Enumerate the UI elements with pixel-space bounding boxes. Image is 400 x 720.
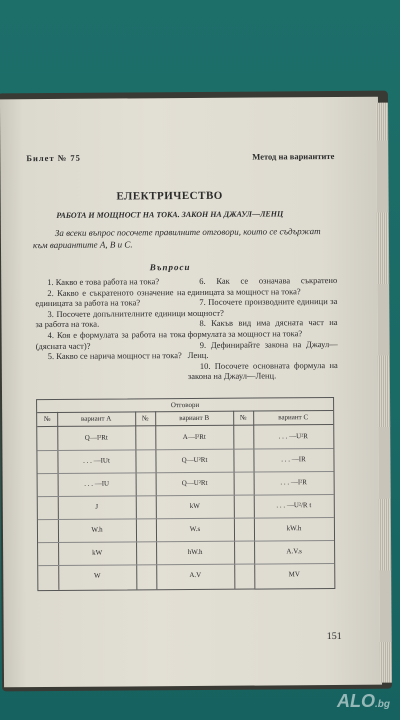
question-1: 1. Какво е това работа на тока? <box>47 276 160 288</box>
questions-heading: Въпроси <box>149 262 191 273</box>
answer-cell: . . . —U²R <box>278 432 308 441</box>
question-8: 8. Какъв вид има дясната част на формулата за мощност на тока? <box>187 317 338 339</box>
num-header-c: № <box>233 411 253 426</box>
answer-cell: kW.h <box>286 524 302 533</box>
page-title: ЕЛЕКТРИЧЕСТВО <box>116 189 223 203</box>
table-divider <box>233 411 235 589</box>
question-10: 10. Посочете основната формула на закона на Джаул—Ленц. <box>187 359 338 382</box>
col-header-c: вариант С <box>253 410 333 426</box>
answers-caption: Отговори <box>37 398 333 413</box>
page-number: 151 <box>326 630 342 643</box>
row-divider <box>38 494 334 497</box>
row-divider <box>37 448 333 451</box>
answer-cell: A.V.s <box>286 547 302 556</box>
answer-cell: . . . —IR <box>281 455 306 464</box>
answer-cell: . . . —I²R <box>280 478 307 487</box>
answer-cell: MV <box>288 570 300 579</box>
table-divider <box>135 411 137 589</box>
answer-cell: W <box>93 571 101 580</box>
section-header: Метод на вариантите <box>252 150 335 162</box>
answer-cell: Q—I²Rt <box>84 433 108 442</box>
row-divider <box>38 563 334 566</box>
answer-cell: J <box>95 502 99 511</box>
num-header-a: № <box>37 412 57 427</box>
question-7: 7. Посочете производните единици за мощност? <box>187 296 338 318</box>
answers-table <box>36 397 335 591</box>
question-3: 3. Посочете допълнителните единици за работа на тока. <box>35 307 186 330</box>
watermark-logo: ALO.bg <box>337 691 390 711</box>
question-2: 2. Какво е съкратеното означение на единицата за работа на тока? <box>35 286 186 309</box>
book-page <box>0 97 382 688</box>
answer-cell: A.V <box>189 570 202 580</box>
questions-left-column <box>35 276 186 362</box>
question-5: 5. Какво се нарича мощност на тока? <box>47 350 182 362</box>
num-header-b: № <box>135 411 155 426</box>
row-divider <box>38 540 334 543</box>
row-divider <box>38 517 334 520</box>
answer-cell: W.h <box>91 525 103 534</box>
page-edges <box>376 103 392 683</box>
answer-cell: . . . —IU <box>84 479 110 488</box>
answer-cell: Q—U²Rt <box>181 478 208 488</box>
question-4: 4. Коя е формулата за работа на тока (дясната част)? <box>35 329 186 351</box>
ticket-header: Билет № 75 <box>26 152 81 164</box>
questions-right-column <box>187 275 338 382</box>
col-header-a: вариант А <box>57 411 135 427</box>
answer-cell: kW <box>92 548 103 557</box>
page-subtitle: РАБОТА И МОЩНОСТ НА ТОКА. ЗАКОН НА ДЖАУЛ—ЛЕНЦ <box>56 209 284 220</box>
question-6: 6. Как се означава съкратено единицата за мощност на тока? <box>187 274 338 297</box>
row-divider <box>38 471 334 474</box>
answer-cell: Q—U²Rt <box>181 455 208 465</box>
answer-cell: W.s <box>189 524 201 534</box>
question-9: 9. Дефинирайте закона на Джаул—Ленц. <box>187 338 338 361</box>
intro-text: За всеки въпрос посочете правилните отговори, които се съдържат към вариантите А, В и С. <box>32 226 321 251</box>
col-header-b: вариант В <box>155 411 233 427</box>
answer-cell: kW <box>189 501 200 511</box>
answer-cell: . . . —IUt <box>83 456 110 465</box>
answer-cell: hW.h <box>187 547 203 557</box>
answer-cell: A—I²Rt <box>182 432 206 442</box>
answer-cell: . . . —U²/R t <box>276 501 312 510</box>
